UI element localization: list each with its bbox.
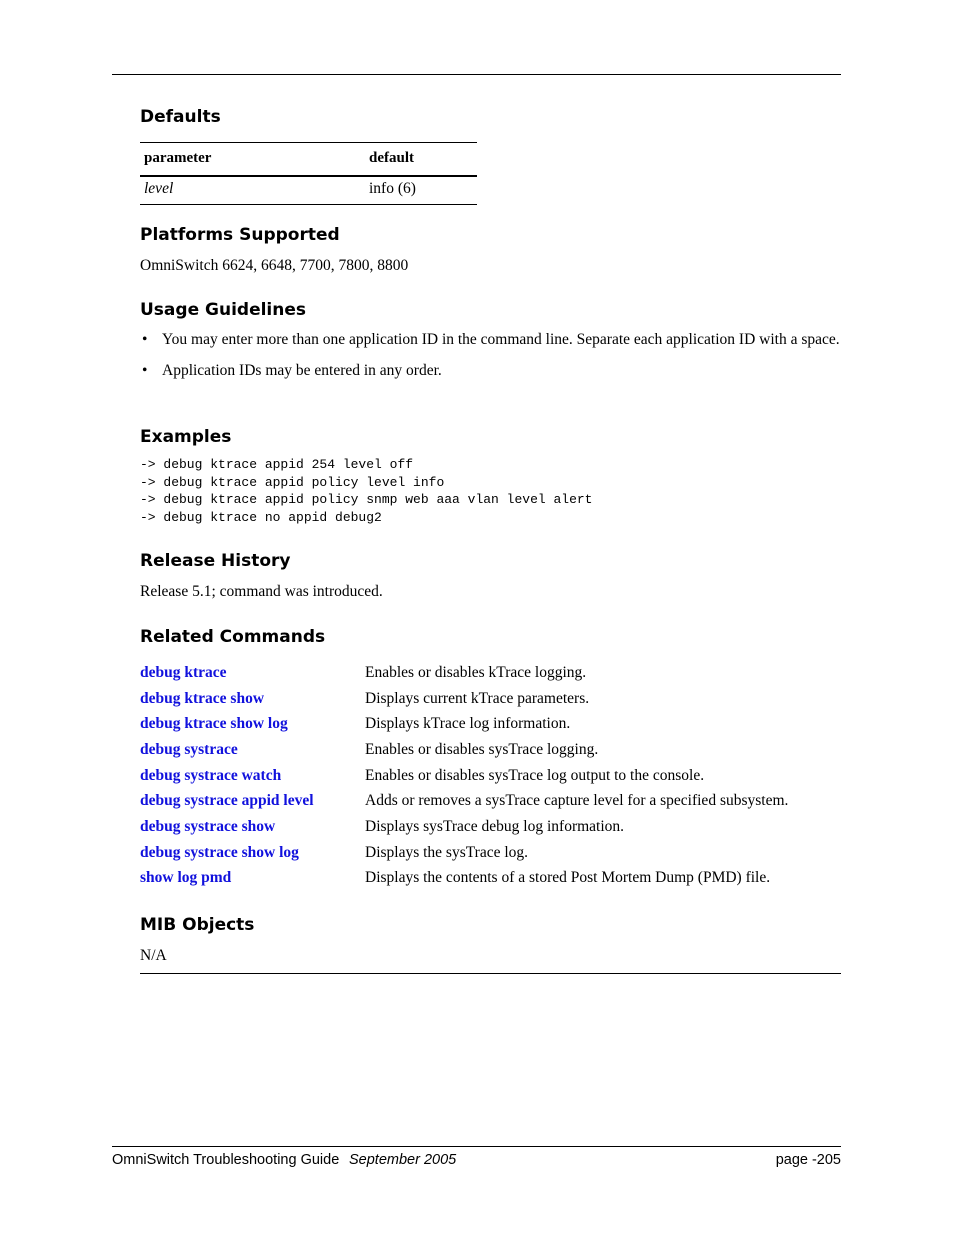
related-command-link[interactable]: debug ktrace: [140, 663, 227, 681]
table-row: [140, 737, 788, 763]
mib-text: N/A: [140, 947, 167, 964]
code-line: -> debug ktrace appid policy level info: [140, 474, 445, 490]
footer-rule: [112, 1146, 841, 1147]
related-heading: Related Commands: [140, 627, 326, 647]
list-item: • You may enter more than one application ID in the command line. Separate each application ID with a space.: [140, 330, 840, 350]
table-row: [140, 660, 788, 686]
top-rule: [112, 74, 841, 75]
related-command-description: Enables or disables sysTrace logging.: [365, 740, 599, 758]
parameter-cell: level: [144, 180, 174, 197]
column-header-default: default: [369, 149, 414, 166]
table-row: [140, 788, 788, 814]
related-command-description: Displays the contents of a stored Post Mortem Dump (PMD) file.: [365, 869, 771, 887]
related-command-description: Adds or removes a sysTrace capture level for a specified subsystem.: [365, 792, 789, 810]
table-row: [140, 686, 788, 712]
related-command-link[interactable]: debug systrace watch: [140, 766, 282, 784]
usage-heading: Usage Guidelines: [140, 300, 306, 320]
related-command-description: Displays current kTrace parameters.: [365, 689, 590, 707]
table-row: [140, 711, 788, 737]
table-row: [140, 866, 788, 892]
footer-date: September 2005: [349, 1152, 457, 1168]
footer-page-number: page -205: [775, 1152, 841, 1168]
related-commands-table: [140, 660, 788, 891]
mib-heading: MIB Objects: [140, 915, 255, 935]
column-header-parameter: parameter: [144, 149, 212, 166]
footer-guide-title: OmniSwitch Troubleshooting Guide: [112, 1152, 340, 1168]
defaults-table: [140, 142, 477, 205]
usage-list: [140, 330, 840, 392]
section-end-rule: [140, 973, 841, 974]
related-command-description: Enables or disables kTrace logging.: [365, 663, 587, 681]
related-command-description: Displays the sysTrace log.: [365, 843, 529, 861]
code-line: -> debug ktrace appid 254 level off: [140, 457, 414, 472]
defaults-heading: Defaults: [140, 107, 221, 127]
code-line: -> debug ktrace no appid debug2: [140, 509, 382, 525]
default-cell: info (6): [369, 180, 416, 197]
release-text: Release 5.1; command was introduced.: [140, 583, 383, 600]
table-row: [140, 840, 788, 866]
table-row: [140, 763, 788, 789]
related-command-link[interactable]: debug systrace: [140, 740, 238, 758]
related-command-link[interactable]: debug systrace show log: [140, 843, 299, 861]
related-command-description: Displays kTrace log information.: [365, 715, 571, 733]
related-command-description: Displays sysTrace debug log information.: [365, 817, 625, 835]
related-command-link[interactable]: debug ktrace show: [140, 689, 265, 707]
platforms-text: OmniSwitch 6624, 6648, 7700, 7800, 8800: [140, 257, 409, 274]
related-command-description: Enables or disables sysTrace log output to the console.: [365, 766, 705, 784]
examples-heading: Examples: [140, 427, 232, 447]
table-row: [140, 814, 788, 840]
table-row: [140, 176, 477, 205]
code-line: -> debug ktrace appid policy snmp web aaa vlan level alert: [140, 492, 593, 507]
related-command-link[interactable]: debug ktrace show log: [140, 715, 288, 733]
related-command-link[interactable]: debug systrace show: [140, 817, 276, 835]
defaults-table-header: [140, 143, 477, 177]
related-command-link[interactable]: debug systrace appid level: [140, 792, 314, 810]
platforms-heading: Platforms Supported: [140, 225, 340, 245]
examples-code: [140, 456, 592, 526]
list-item: • Application IDs may be entered in any order.: [140, 361, 840, 381]
release-heading: Release History: [140, 551, 291, 571]
related-command-link[interactable]: show log pmd: [140, 869, 232, 887]
